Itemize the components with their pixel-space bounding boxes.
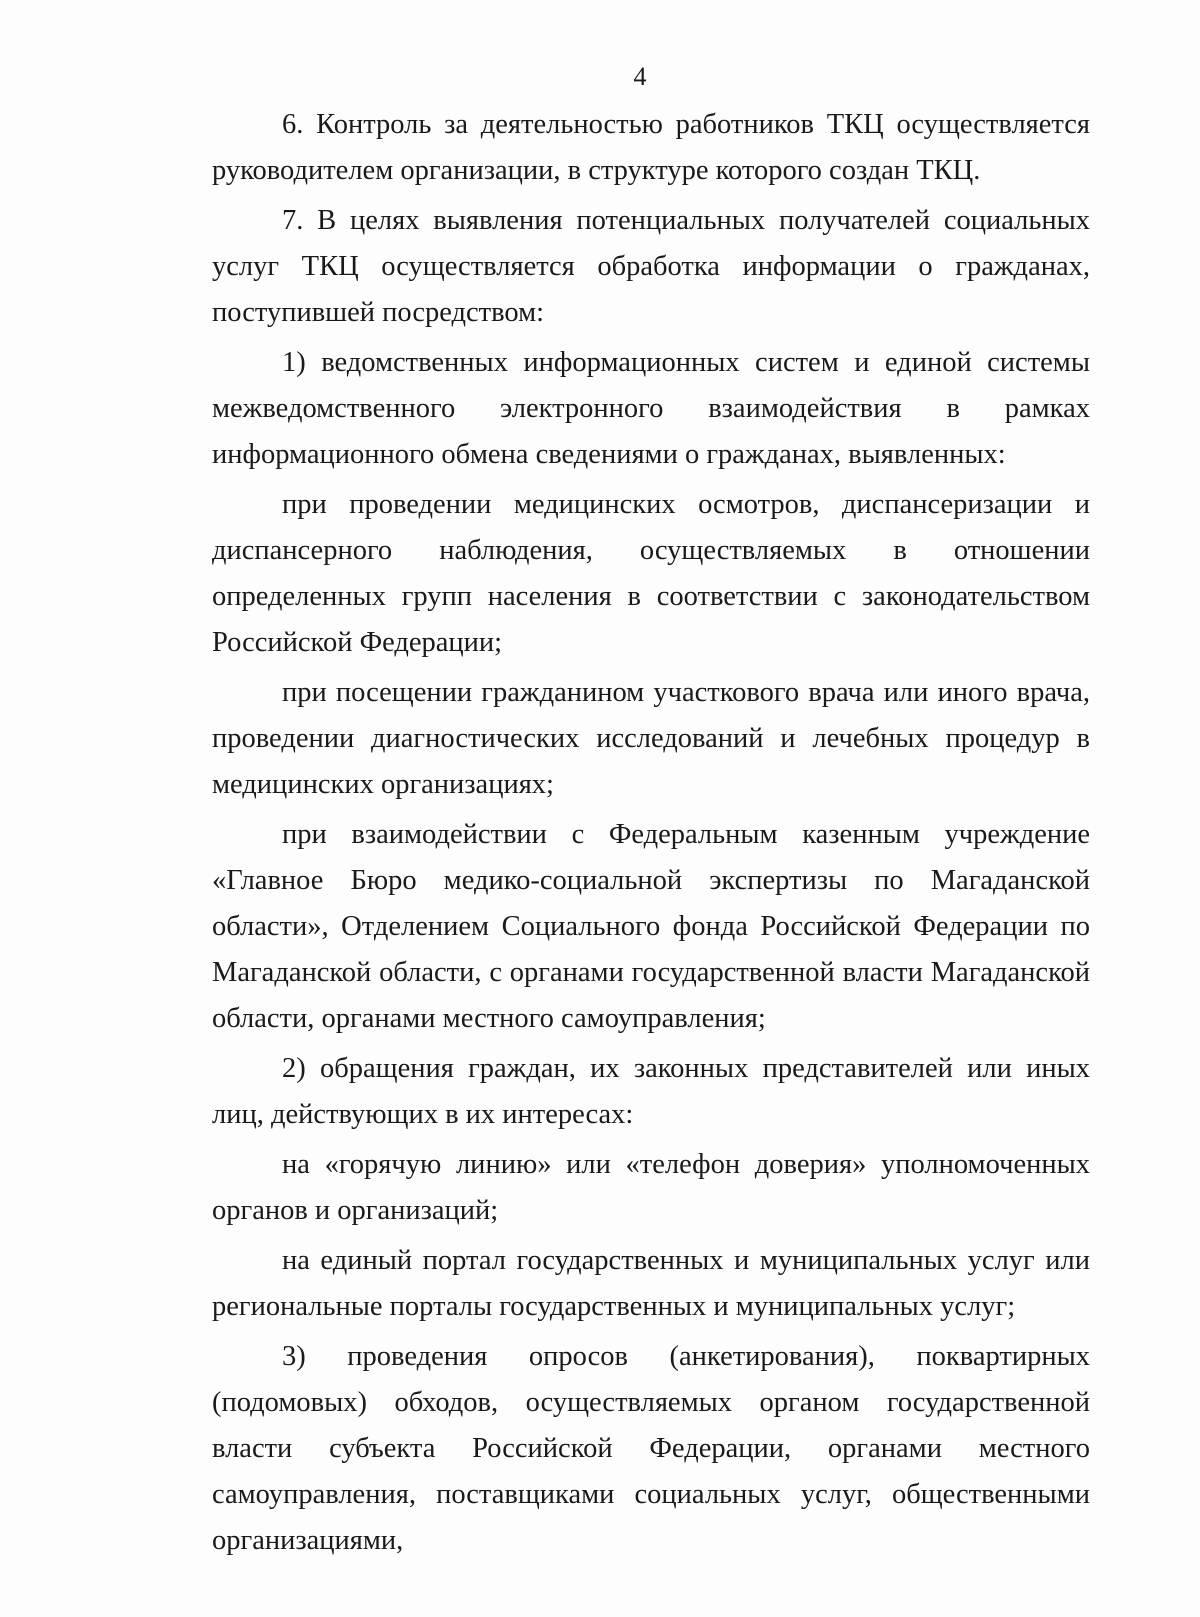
paragraph-doctor-visits: при посещении гражданином участкового врача или иного врача, проведении диагностических исследований и лечебных процедур в медицинских организациях; <box>212 677 1090 800</box>
document-body <box>212 102 1090 1564</box>
paragraph-item-1-systems: 1) ведомственных информационных систем и единой системы межведомственного электронного взаимодействия в рамках информационного обмена сведениями о гражданах, выявленных: <box>212 347 1090 470</box>
page-number: 4 <box>633 62 647 91</box>
paragraph-hotline: на «горячую линию» или «телефон доверия» уполномоченных органов и организаций; <box>212 1149 1090 1226</box>
paragraph-item-3-surveys: 3) проведения опросов (анкетирования), поквартирных (подомовых) обходов, осуществляемых органом государственной власти субъекта Российской Федерации, органами местного самоуправления, поставщиками социальных услуг, общественными организациями, <box>212 1341 1090 1556</box>
paragraph-6-control: 6. Контроль за деятельностью работников ТКЦ осуществляется руководителем организации, в структуре которого создан ТКЦ. <box>212 109 1090 186</box>
paragraph-medical-exams: при проведении медицинских осмотров, диспансеризации и диспансерного наблюдения, осуществляемых в отношении определенных групп населения в соответствии с законодательством Российской Федерации; <box>212 489 1090 658</box>
paragraph-portal: на единый портал государственных и муниципальных услуг или региональные порталы государственных и муниципальных услуг; <box>212 1245 1090 1322</box>
paragraph-item-2-appeals: 2) обращения граждан, их законных представителей или иных лиц, действующих в их интересах: <box>212 1053 1090 1130</box>
paragraph-interaction: при взаимодействии с Федеральным казенным учреждение «Главное Бюро медико-социальной экспертизы по Магаданской области», Отделением Социального фонда Российской Федерации по Магаданской области, с органами государственной власти Магаданской области, органами местного самоуправления; <box>212 819 1090 1034</box>
paragraph-7-purpose: 7. В целях выявления потенциальных получателей социальных услуг ТКЦ осуществляется обработка информации о гражданах, поступившей посредством: <box>212 205 1090 328</box>
